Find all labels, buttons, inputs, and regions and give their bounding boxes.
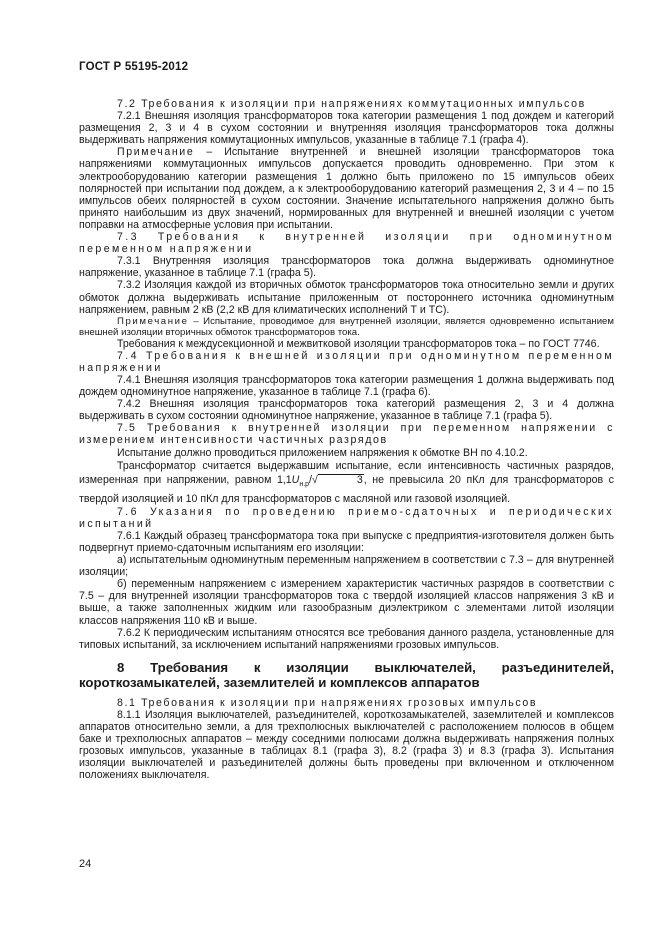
paragraph-7-5-2 — [79, 459, 614, 506]
formula-sqrt: 3 — [318, 474, 364, 486]
section-7-5-title: 7.5 Требования к внутренней изоляции при переменном напряжении с измерением интенсивности частичных разрядов — [79, 422, 614, 447]
voltage-formula: $1,1U_{н.р}/√$ 3 — [276, 473, 363, 488]
section-7-6-title: 7.6 Указания по проведению приемо-сдаточных и периодических испытаний — [79, 505, 614, 530]
paragraph-7-3-1: 7.3.1 Внутренняя изоляция трансформаторов тока должна выдерживать одноминутное напряжение, указанное в таблице 7.1 (графа 5). — [79, 255, 614, 280]
formula-subscript: н.р — [299, 480, 310, 488]
section-gap — [79, 651, 614, 660]
section-8-title: 8 Требования к изоляции выключателей, разъединителей, короткозамыкателей, заземлителей и комплексов аппаратов — [79, 659, 614, 691]
note-1-label: Примечание — [117, 146, 195, 159]
section-8-1-title: 8.1 Требования к изоляции при напряжениях грозовых импульсов — [117, 696, 538, 709]
paragraph-7-2-1: 7.2.1 Внешняя изоляция трансформаторов тока категории размещения 1 под дождем и категорий размещения 2, 3 и 4 в сухом состоянии и внутренняя изоляция трансформаторов тока должны выдерживать напряжения коммутационных импульсов, указанные в таблице 7.1 (графа 4). — [79, 110, 614, 147]
note-1-text: – Испытание внутренней и внешней изоляции трансформаторов тока напряжениями коммутационных импульсов допускается проводить одновременно. При этом к электрооборудованию категории размещения 1 должно быть приложено по 15 импульсов обеих полярностей при испытании под дождем, а к электрооборудованию категорий размещения 2, 3 и 4 – по 15 импульсов обеих полярностей в сухом состоянии. Значение испытательного напряжения должно быть принято наибольшим из двух значений, нормированных для внутренней и внешней изоляции с учетом поправки на атмосферные условия при испытании. — [79, 146, 614, 231]
paragraph-7-4-1: 7.4.1 Внешняя изоляция трансформаторов тока категории размещения 1 должна выдерживать под дождем одноминутное напряжение, указанное в таблице 7.1 (графа 6). — [79, 373, 614, 399]
paragraph-7-5-2-start: Трансформатор считается выдержавшим испытание, если интенсивность частичных разрядов, измеренная при напряжении, равном — [79, 459, 614, 486]
note-1 — [79, 146, 614, 231]
formula-variable: U — [291, 473, 300, 486]
paragraph-8-1-1: 8.1.1 Изоляция выключателей, разъединителей, короткозамыкателей, заземлителей и комплексов аппаратов относительно земли, а для трехполюсных выключателей с расположением полюсов в общем баке и трехполюсных аппаратов – между соседними полюсами должна выдерживать напряжения полных грозовых импульсов, указанные в таблицах 8.1 (графа 3), 8.2 (графа 3) и 8.3 (графа 3). Испытания изоляции выключателей и разъединителей должны быть проведены при включенном и отключенном положениях выключателя. — [79, 708, 614, 782]
note-2 — [79, 316, 614, 338]
section-7-2-title: 7.2 Требования к изоляции при напряжениях коммутационных импульсов — [117, 98, 586, 110]
paragraph-7-5-2-end: , не превысила 20 пКл для трансформаторов с твердой изоляцией и 10 пКл для трансформаторов с масляной или газовой изоляцией. — [79, 473, 614, 505]
paragraph-7-6-1-a: а) испытательным одноминутным переменным напряжением в соответствии с 7.3 – для внутренней изоляции; — [79, 554, 614, 579]
document-header: ГОСТ Р 55195-2012 — [79, 61, 189, 73]
formula-coefficient: 1,1 — [276, 473, 292, 486]
note-2-label: Примечание — [117, 315, 189, 327]
paragraph-7-6-1-b: б) переменным напряжением с измерением характеристик частичных разрядов в соответствии с 7.5 – для внутренней изоляции трансформаторов тока с твердой изоляцией классов напряжения 3 кВ и выше, а также заполненных жидким или газообразным диэлектриком с элементами литой изоляции классов напряжения 110 кВ и выше. — [79, 578, 614, 627]
note-2-text: – Испытание, проводимое для внутренней изоляции, является одновременно испытанием внешней изоляции вторичных обмоток трансформаторов тока. — [79, 315, 614, 338]
paragraph-7-6-1: 7.6.1 Каждый образец трансформатора тока при выпуске с предприятия-изготовителя должен быть подвергнут приемо-сдаточным испытаниям его изоляции: — [79, 529, 614, 555]
paragraph-7-3-extra: Требования к междусекционной и межвитковой изоляции трансформаторов тока – по ГОСТ 7746. — [117, 337, 600, 350]
document-body — [79, 98, 614, 782]
paragraph-7-4-2: 7.4.2 Внешняя изоляция трансформаторов тока категорий размещения 2, 3 и 4 должна выдерживать в сухом состоянии одноминутное напряжение, указанное в таблице 7.1 (графа 5). — [79, 398, 614, 423]
paragraph-7-6-2: 7.6.2 К периодическим испытаниям относятся все требования данного раздела, установленные для типовых испытаний, за исключением испытаний напряжениями грозовых импульсов. — [79, 626, 614, 651]
paragraph-7-3-2: 7.3.2 Изоляция каждой из вторичных обмоток трансформаторов тока относительно земли и других обмоток должна выдерживать испытание приложенным от постороннего источника одноминутным напряжением, равным 2 кВ (2,2 кВ для климатических исполнений Т и ТС). — [79, 279, 614, 316]
section-7-4-title: 7.4 Требования к внешней изоляции при одноминутном переменном напряжении — [79, 349, 614, 374]
section-7-3-title: 7.3 Требования к внутренней изоляции при одноминутном переменном напряжении — [79, 231, 614, 256]
page-number: 24 — [79, 858, 92, 870]
paragraph-7-5-1: Испытание должно проводиться приложением напряжения к обмотке ВН по 4.10.2. — [117, 446, 528, 459]
